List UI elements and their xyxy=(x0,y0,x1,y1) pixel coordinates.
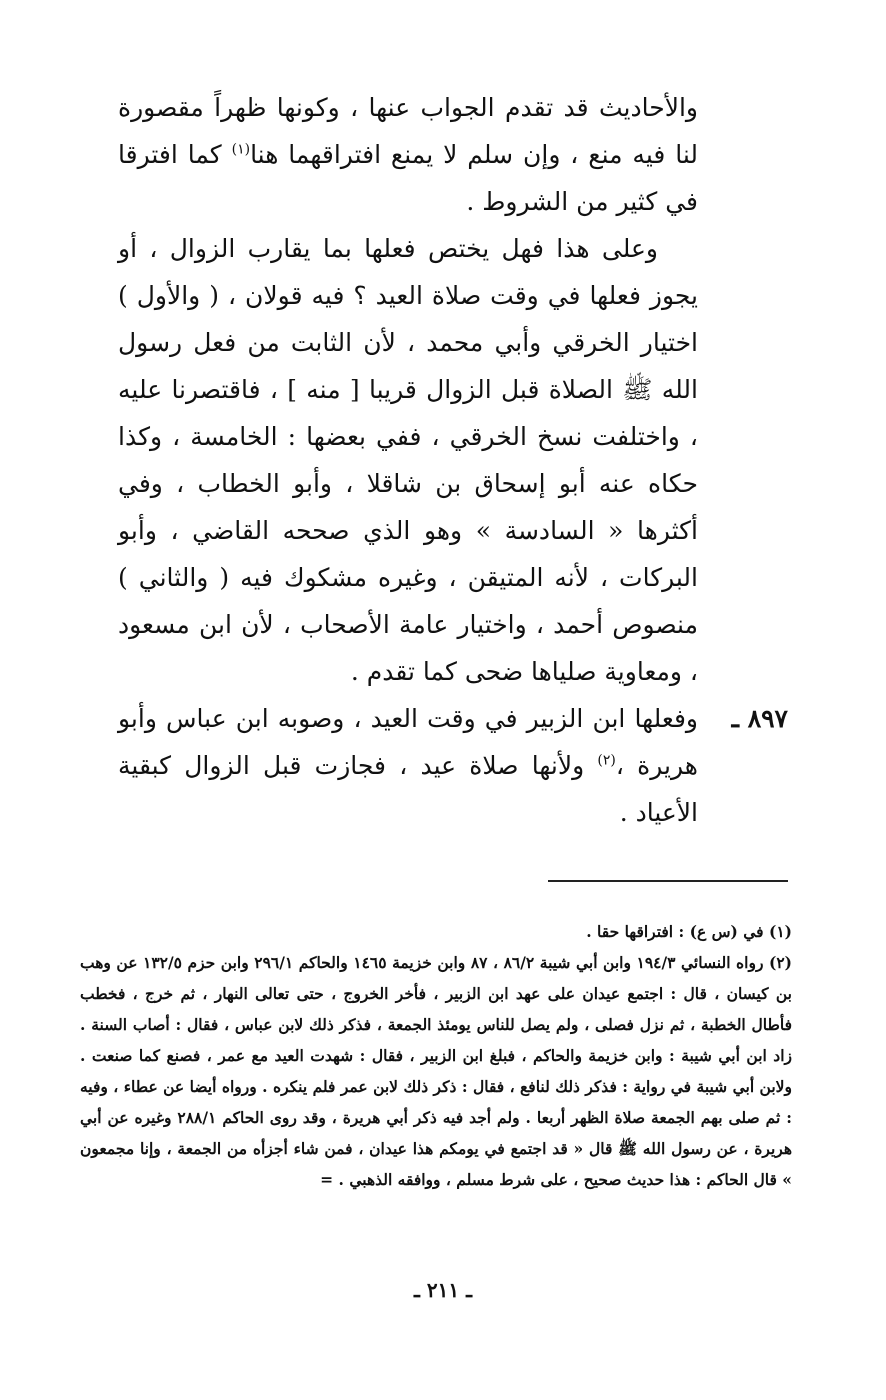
footnote-ref-1: (١) xyxy=(231,141,251,158)
item-text xyxy=(118,695,698,836)
footnotes xyxy=(80,916,792,1195)
paragraph-2: وعلى هذا فهل يختص فعلها بما يقارب الزوال ، أو يجوز فعلها في وقت صلاة العيد ؟ فيه قولان ، ( والأول ) اختيار الخرقي وأبي محمد ، لأن الثابت من فعل رسول الله ﷺ الصلاة قبل الزوال قريبا [ منه ] ، فاقتصرنا عليه ، واختلفت نسخ الخرقي ، ففي بعضها : الخامسة ، وكذا حكاه عنه أبو إسحاق بن شاقلا ، وأبو الخطاب ، وفي أكثرها « السادسة » وهو الذي صححه القاضي ، وأبو البركات ، لأنه المتيقن ، وغيره مشكوك فيه ( والثاني ) منصوص أحمد ، واختيار عامة الأصحاب ، لأن ابن مسعود ، ومعاوية صلياها ضحى كما تقدم . xyxy=(118,234,698,686)
item-text-tail: ولأنها صلاة عيد ، فجازت قبل الزوال كبقية الأعياد . xyxy=(118,751,698,827)
paragraph-1 xyxy=(118,84,698,225)
footnote-ref-2: (٢) xyxy=(597,752,616,769)
footnote-separator xyxy=(548,880,788,882)
footnote-2: (٢) رواه النسائي ١٩٤/٣ وابن أبي شيبة ٨٦/٢ ، ٨٧ وابن خزيمة ١٤٦٥ والحاكم ٢٩٦/١ وابن حزم ١٣٢/٥ عن وهب بن كيسان ، قال : اجتمع عيدان على عهد ابن الزبير ، فأخر الخروج ، حتى تعالى النهار ، ثم خرج ، فخطب فأطال الخطبة ، ثم نزل فصلى ، ولم يصل للناس يومئذ الجمعة ، فذكر ذلك لابن عباس ، فقال : أصاب السنة . زاد ابن أبي شيبة : وابن خزيمة والحاكم ، فبلغ ابن الزبير ، فقال : شهدت العيد مع عمر ، فصنع كما صنعت . ولابن أبي شيبة في رواية : فذكر ذلك لنافع ، فقال : ذكر ذلك لابن عمر فلم ينكره . ورواه أيضا عن عطاء ، وفيه : ثم صلى بهم الجمعة صلاة الظهر أربعا . ولم أجد فيه ذكر أبي هريرة ، وقد روى الحاكم ٢٨٨/١ وغيره عن أبي هريرة ، عن رسول الله ﷺ قال « قد اجتمع في يومكم هذا عيدان ، فمن شاء أجزأه من الجمعة ، وإنا مجمعون » قال الحاكم : هذا حديث صحيح ، على شرط مسلم ، ووافقه الذهبي . = xyxy=(80,953,792,1189)
paragraph-1-tail: كما افترقا في كثير من الشروط . xyxy=(118,140,698,216)
page-number: ـ ٢١١ ـ xyxy=(414,1278,472,1302)
item-text-body: وفعلها ابن الزبير في وقت العيد ، وصوبه ابن عباس وأبو هريرة ، xyxy=(118,704,698,780)
numbered-item-897 xyxy=(118,695,788,836)
main-text xyxy=(118,84,788,836)
footnote-1: (١) في (س ع) : افتراقها حقا . xyxy=(586,922,792,941)
item-number: ٨٩٧ ـ xyxy=(731,704,788,733)
paragraph-1-text: والأحاديث قد تقدم الجواب عنها ، وكونها ظهراً مقصورة لنا فيه منع ، وإن سلم لا يمنع افتراقهما هنا xyxy=(118,93,699,169)
